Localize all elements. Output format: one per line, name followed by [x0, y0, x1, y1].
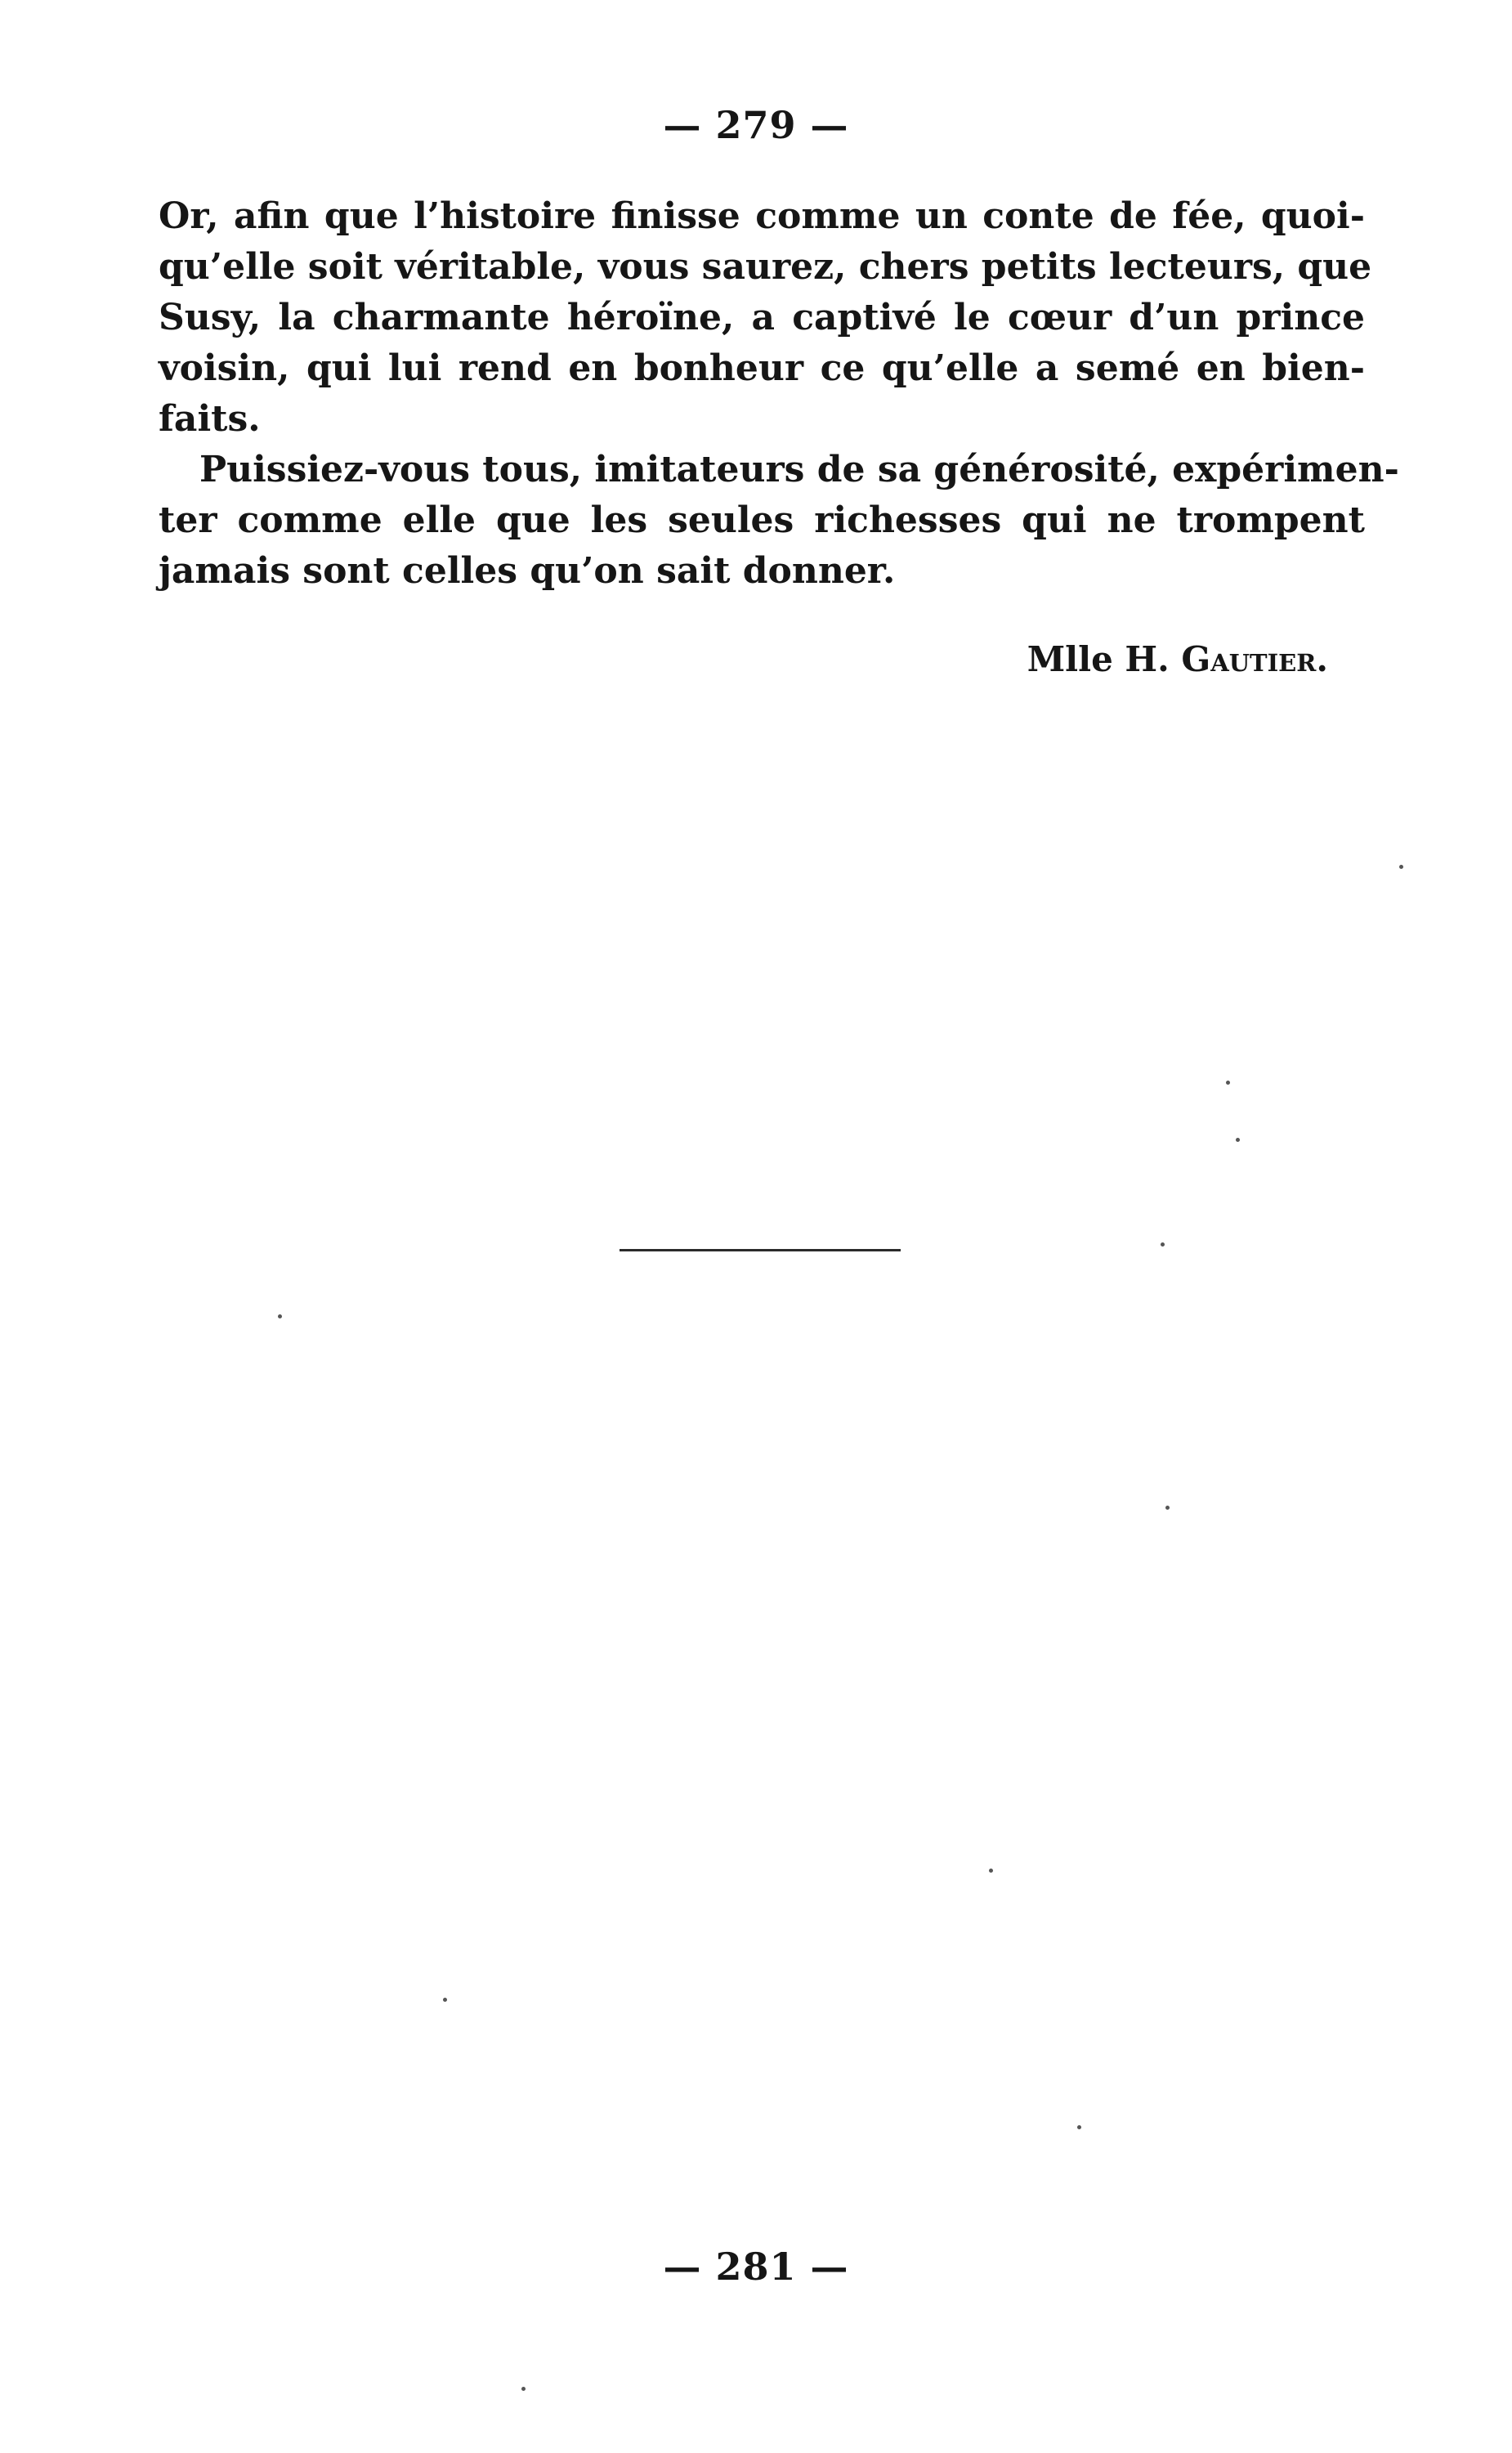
body-text [159, 191, 1399, 597]
text-line: voisin, qui lui rend en bonheur ce qu’elle a semé en bien- [159, 347, 1365, 389]
scan-speck [1165, 1506, 1170, 1510]
text-line: qu’elle soit véritable, vous saurez, chers petits lecteurs, que [159, 246, 1372, 288]
text-line: ter comme elle que les seules richesses qui ne trompent [159, 499, 1365, 541]
text-line: Susy, la charmante héroïne, a captivé le cœur d’un prince [159, 297, 1365, 338]
text-line: Or, afin que l’histoire finisse comme un conte de fée, quoi- [159, 195, 1365, 237]
bottom-page-number: — 281 — [663, 2245, 849, 2289]
scan-speck [1161, 1242, 1165, 1247]
text-line: faits. [159, 398, 261, 440]
separator-rule [620, 1249, 901, 1251]
scan-speck [1399, 865, 1403, 869]
scan-speck [1077, 2125, 1081, 2129]
signature-name: Gautier. [1181, 639, 1328, 679]
author-signature [1027, 639, 1328, 679]
scan-speck [443, 1998, 447, 2002]
scan-speck [278, 1314, 282, 1318]
text-line: Puissiez-vous tous, imitateurs de sa générosité, expérimen- [199, 449, 1399, 490]
text-line: jamais sont celles qu’on sait donner. [159, 550, 896, 592]
top-page-number: — 279 — [663, 103, 849, 147]
scan-speck [521, 2387, 526, 2391]
scan-speck [1226, 1081, 1230, 1085]
scan-speck [1236, 1138, 1240, 1142]
signature-prefix: Mlle H. [1027, 639, 1182, 679]
scan-speck [989, 1869, 993, 1873]
